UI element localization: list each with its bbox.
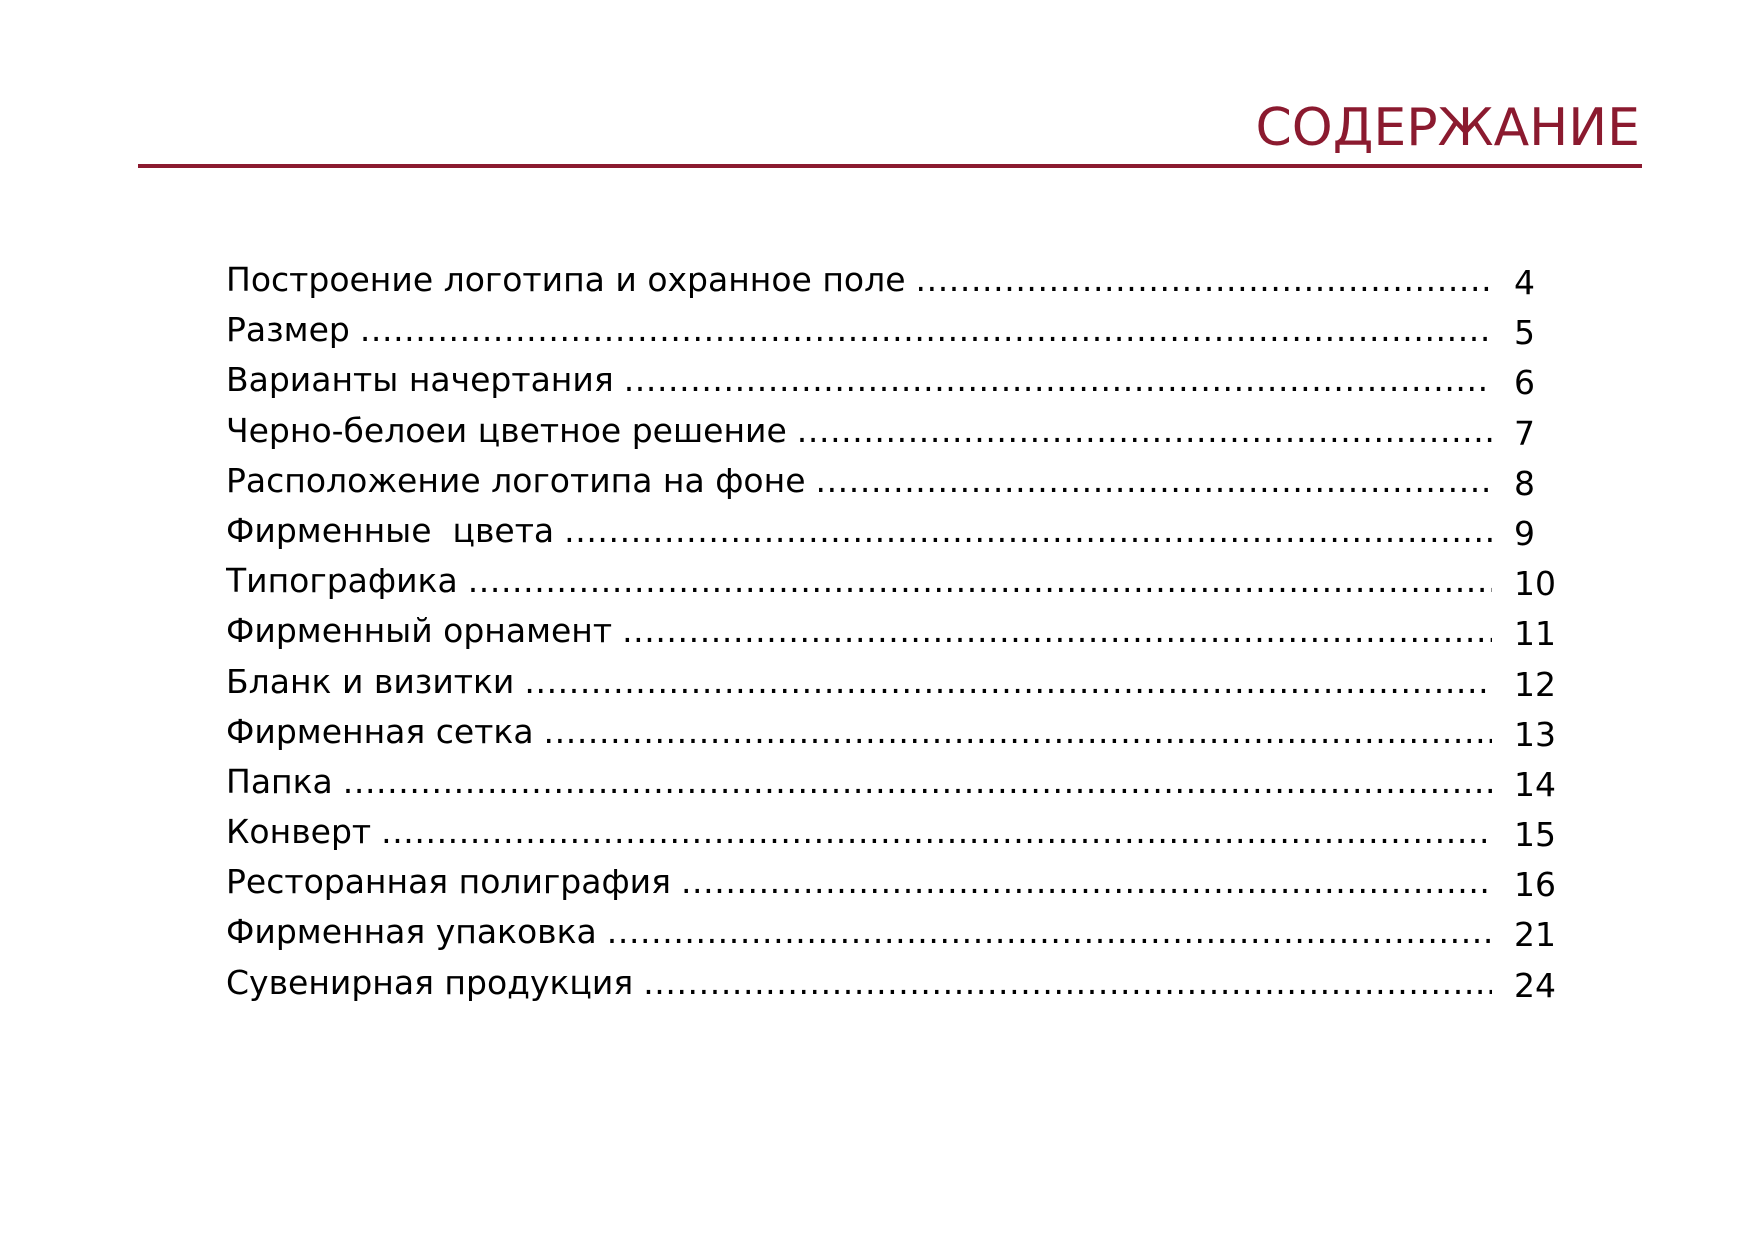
toc-label: Размер [226, 310, 350, 350]
toc-row [226, 355, 1566, 405]
toc-entry [226, 907, 1492, 957]
toc-page-number: 15 [1514, 815, 1556, 855]
toc-entry [226, 305, 1492, 355]
toc-page-number: 24 [1514, 965, 1556, 1005]
toc-row [226, 456, 1566, 506]
toc-entry [226, 757, 1492, 807]
table-of-contents [226, 255, 1566, 1008]
toc-row [226, 757, 1566, 807]
toc-page-number: 4 [1514, 263, 1535, 302]
toc-label: Построение логотипа и охранное поле [226, 260, 906, 299]
toc-page-number: 7 [1514, 413, 1535, 453]
toc-page-number: 11 [1514, 614, 1556, 654]
toc-row [226, 857, 1566, 907]
toc-page-number: 13 [1514, 714, 1556, 754]
toc-label: Конверт [226, 812, 372, 852]
toc-leader-dots [624, 355, 1492, 405]
toc-leader-dots [381, 807, 1492, 857]
toc-leader-dots [916, 255, 1492, 305]
toc-page-number: 5 [1514, 313, 1535, 353]
toc-leader-dots [564, 506, 1492, 556]
toc-leader-dots [607, 907, 1492, 957]
toc-page-number: 6 [1514, 363, 1535, 403]
toc-leader-dots [816, 456, 1493, 506]
toc-leader-dots [622, 606, 1492, 656]
toc-label: Расположение логотипа на фоне [226, 460, 806, 500]
toc-entry [226, 606, 1492, 656]
toc-leader-dots [343, 757, 1492, 807]
toc-page-number: 10 [1514, 564, 1556, 604]
toc-label: Сувенирная продукция [226, 962, 634, 1002]
toc-page-number: 12 [1514, 664, 1556, 704]
toc-leader-dots [524, 657, 1492, 707]
toc-entry [226, 506, 1492, 556]
toc-row [226, 406, 1566, 456]
toc-leader-dots [360, 305, 1492, 355]
toc-label: Варианты начертания [226, 360, 614, 400]
toc-page-number: 8 [1514, 463, 1535, 503]
toc-page-number: 16 [1514, 865, 1556, 905]
toc-row [226, 305, 1566, 355]
toc-row [226, 657, 1566, 707]
toc-row [226, 958, 1566, 1008]
toc-row [226, 255, 1566, 305]
toc-entry [226, 807, 1492, 857]
toc-leader-dots [681, 857, 1492, 907]
toc-page-number: 21 [1514, 915, 1556, 955]
toc-label: Фирменная упаковка [226, 912, 597, 952]
toc-leader-dots [544, 707, 1492, 757]
toc-entry [226, 556, 1492, 606]
toc-entry [226, 657, 1492, 707]
toc-leader-dots [643, 958, 1492, 1008]
toc-leader-dots [797, 406, 1492, 456]
toc-row [226, 807, 1566, 857]
toc-leader-dots [468, 556, 1492, 606]
toc-page-number: 14 [1514, 764, 1556, 804]
toc-label: Бланк и визитки [226, 661, 515, 701]
page-title: СОДЕРЖАНИЕ [1255, 98, 1640, 158]
toc-label: Черно-белоеи цветное решение [226, 410, 787, 450]
toc-row [226, 907, 1566, 957]
toc-row [226, 506, 1566, 556]
toc-label: Фирменные цвета [226, 510, 555, 550]
toc-label: Ресторанная полиграфия [226, 862, 671, 902]
toc-page-number: 9 [1514, 513, 1535, 553]
toc-entry [226, 456, 1492, 506]
toc-row [226, 707, 1566, 757]
toc-entry [226, 255, 1492, 305]
toc-entry [226, 355, 1492, 405]
toc-label: Типографика [226, 561, 458, 601]
toc-row [226, 556, 1566, 606]
toc-row [226, 606, 1566, 656]
toc-entry [226, 958, 1492, 1008]
toc-entry [226, 857, 1492, 907]
toc-label: Фирменная сетка [226, 711, 534, 751]
title-divider [138, 164, 1642, 168]
toc-entry [226, 707, 1492, 757]
toc-label: Фирменный орнамент [226, 611, 613, 651]
toc-label: Папка [226, 761, 333, 801]
toc-entry [226, 406, 1492, 456]
